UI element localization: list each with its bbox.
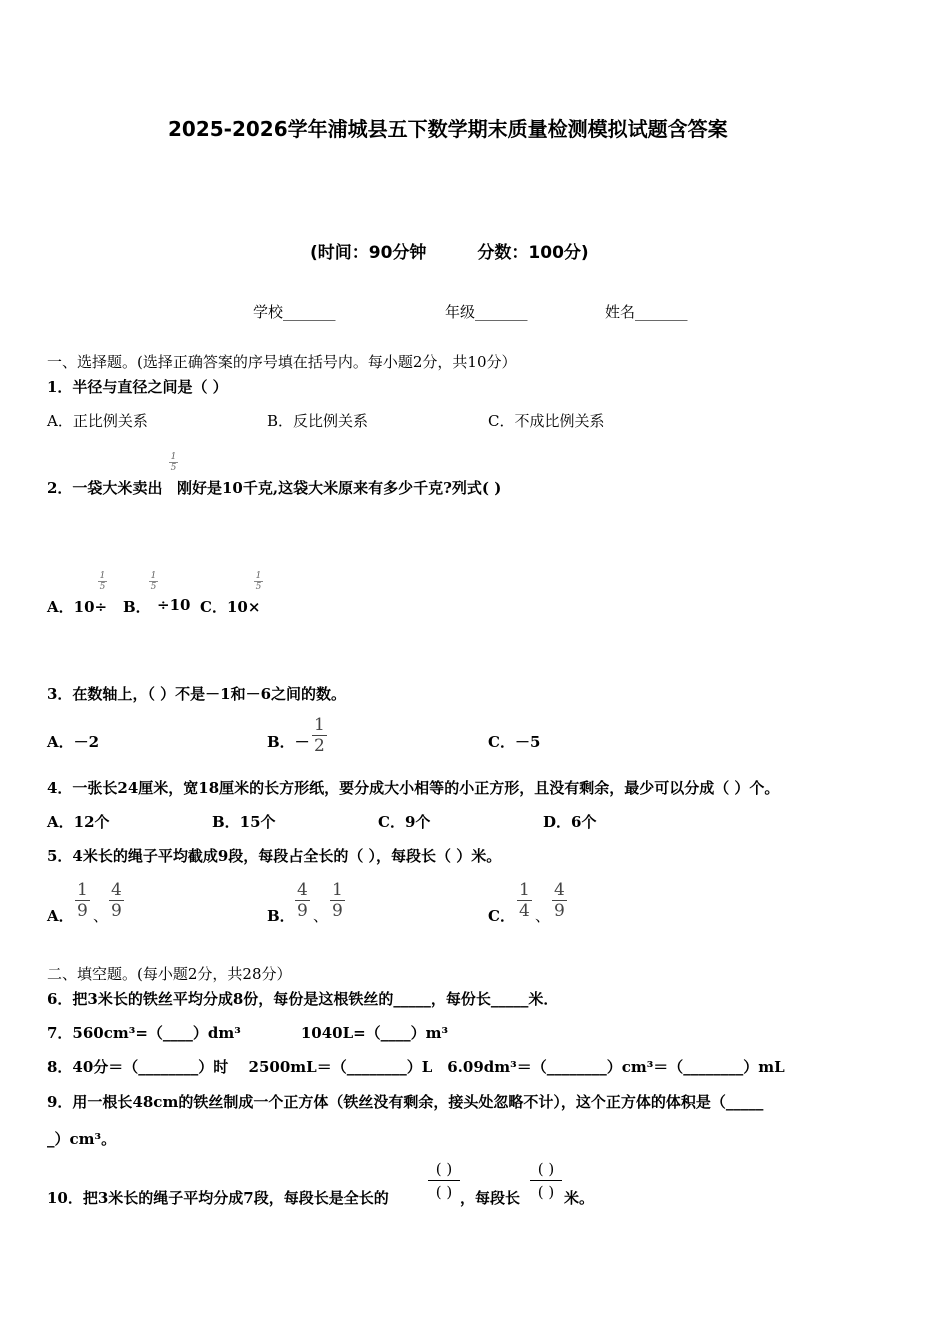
question-4-option-a: A．12个 bbox=[47, 813, 110, 831]
question-7: 7．560cm³=（____）dm³ 1040L=（____）m³ bbox=[47, 1024, 449, 1042]
question-3-stem: 3．在数轴上，（ ）不是－1和－6之间的数。 bbox=[47, 685, 347, 703]
question-1-stem: 1．半径与直径之间是（ ） bbox=[47, 378, 228, 396]
question-5-option-b-separator: 、 bbox=[313, 907, 329, 925]
question-3-option-c: C．－5 bbox=[488, 733, 541, 751]
question-9-line-2: _）cm³。 bbox=[47, 1130, 117, 1148]
question-6: 6．把3米长的铁丝平均分成8份，每份是这根铁丝的_____，每份长_____米． bbox=[47, 990, 559, 1008]
question-9-line-1: 9．用一根长48cm的铁丝制成一个正方体（铁丝没有剩余，接头处忽略不计），这个正方体的体积是（_____ bbox=[47, 1093, 764, 1111]
question-10-blank-fraction-1: ( ) ( ) bbox=[428, 1158, 460, 1203]
question-5-stem: 5．4米长的绳子平均截成9段，每段占全长的（ ），每段长（ ）米。 bbox=[47, 847, 502, 865]
question-2-option-b-fraction: 1 5 bbox=[150, 571, 157, 592]
grade-field: 年级_______ bbox=[445, 303, 528, 321]
question-4-option-c: C．9个 bbox=[378, 813, 431, 831]
question-10-middle: ，每段长 bbox=[460, 1189, 521, 1207]
question-2-option-a: A．10÷ bbox=[47, 598, 108, 616]
question-5-option-b-fraction-1: $\frac{4}{9}$ bbox=[297, 880, 308, 921]
question-5-option-c-label: C． bbox=[488, 907, 515, 925]
school-field: 学校_______ bbox=[253, 303, 336, 321]
question-2-option-b-label: B． bbox=[123, 598, 151, 616]
question-2-option-c: C．10× bbox=[200, 598, 261, 616]
question-2-fraction: 1 5 bbox=[170, 452, 177, 473]
question-5-option-b-label: B． bbox=[267, 907, 295, 925]
question-8: 8．40分＝（________）时 2500mL＝（________）L 6.09dm³＝（________）cm³＝（________）mL bbox=[47, 1058, 785, 1076]
question-10-blank-fraction-2: ( ) ( ) bbox=[530, 1158, 562, 1203]
question-2-stem-end: 刚好是10千克,这袋大米原来有多少千克?列式( ) bbox=[177, 479, 502, 497]
question-4-option-b: B．15个 bbox=[212, 813, 276, 831]
question-2-stem-start: 2．一袋大米卖出 bbox=[47, 479, 163, 497]
question-5-option-a-fraction-1: $\frac{1}{9}$ bbox=[77, 880, 88, 921]
question-1-option-b: B．反比例关系 bbox=[267, 412, 369, 430]
question-2-option-b-rest: ÷10 bbox=[157, 596, 191, 614]
question-5-option-a-label: A． bbox=[47, 907, 74, 925]
page-title: 2025-2026学年浦城县五下数学期末质量检测模拟试题含答案 bbox=[168, 117, 728, 141]
question-2-option-c-fraction: 1 5 bbox=[255, 571, 262, 592]
question-3-option-a: A．－2 bbox=[47, 733, 100, 751]
question-3-option-b-fraction: $\frac{1}{2}$ bbox=[314, 715, 325, 756]
question-3-option-b: B．－ bbox=[267, 733, 310, 751]
section-heading-fill: 二、填空题。(每小题2分，共28分） bbox=[47, 965, 292, 983]
question-5-option-a-separator: 、 bbox=[93, 907, 109, 925]
question-5-option-a-fraction-2: $\frac{4}{9}$ bbox=[111, 880, 122, 921]
question-2-option-a-fraction: 1 5 bbox=[99, 571, 106, 592]
question-10-end: 米。 bbox=[564, 1189, 595, 1207]
question-5-option-b-fraction-2: $\frac{1}{9}$ bbox=[332, 880, 343, 921]
question-5-option-c-separator: 、 bbox=[535, 907, 551, 925]
question-4-option-d: D．6个 bbox=[543, 813, 597, 831]
question-5-option-c-fraction-2: $\frac{4}{9}$ bbox=[554, 880, 565, 921]
time-score-line: (时间：90分钟 分数：100分) bbox=[310, 243, 589, 263]
question-1-option-a: A．正比例关系 bbox=[47, 412, 148, 430]
question-10-start: 10．把3米长的绳子平均分成7段，每段长是全长的 bbox=[47, 1189, 389, 1207]
question-5-option-c-fraction-1: $\frac{1}{4}$ bbox=[519, 880, 530, 921]
question-4-stem: 4．一张长24厘米，宽18厘米的长方形纸，要分成大小相等的小正方形，且没有剩余，最少可以分成（ ）个。 bbox=[47, 779, 780, 797]
name-field: 姓名_______ bbox=[605, 303, 688, 321]
question-1-option-c: C．不成比例关系 bbox=[488, 412, 605, 430]
section-heading-choice: 一、选择题。(选择正确答案的序号填在括号内。每小题2分，共10分） bbox=[47, 353, 517, 371]
